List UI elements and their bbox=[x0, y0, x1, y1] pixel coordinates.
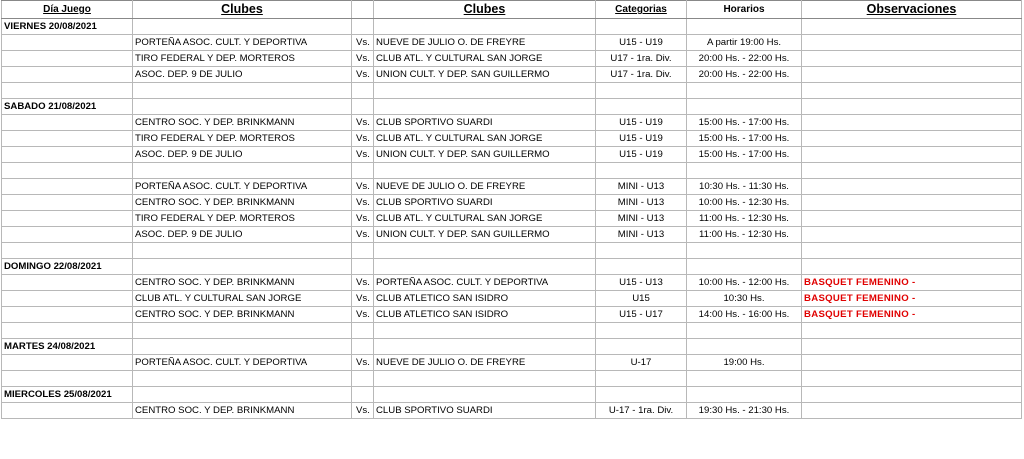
empty-row bbox=[2, 83, 1022, 99]
vs-label: Vs. bbox=[352, 307, 374, 323]
time-slot: 19:30 Hs. - 21:30 Hs. bbox=[687, 403, 802, 419]
observation bbox=[802, 131, 1022, 147]
vs-label: Vs. bbox=[352, 115, 374, 131]
observation bbox=[802, 147, 1022, 163]
home-club: PORTEÑA ASOC. CULT. Y DEPORTIVA bbox=[133, 179, 352, 195]
empty-cell bbox=[133, 19, 352, 35]
vs-label: Vs. bbox=[352, 275, 374, 291]
vs-label: Vs. bbox=[352, 355, 374, 371]
empty-cell bbox=[802, 163, 1022, 179]
empty-cell bbox=[802, 83, 1022, 99]
time-slot: 11:00 Hs. - 12:30 Hs. bbox=[687, 211, 802, 227]
empty-cell bbox=[687, 99, 802, 115]
observation bbox=[802, 115, 1022, 131]
time-slot: 10:30 Hs. - 11:30 Hs. bbox=[687, 179, 802, 195]
category: U15 - U19 bbox=[596, 115, 687, 131]
vs-label: Vs. bbox=[352, 51, 374, 67]
observation bbox=[802, 179, 1022, 195]
empty-cell bbox=[133, 83, 352, 99]
home-club: TIRO FEDERAL Y DEP. MORTEROS bbox=[133, 51, 352, 67]
vs-label: Vs. bbox=[352, 35, 374, 51]
observation bbox=[802, 67, 1022, 83]
empty-cell bbox=[2, 195, 133, 211]
away-club: CLUB ATL. Y CULTURAL SAN JORGE bbox=[374, 51, 596, 67]
empty-cell bbox=[2, 403, 133, 419]
empty-cell bbox=[596, 371, 687, 387]
observation bbox=[802, 227, 1022, 243]
header-vs-spacer bbox=[352, 1, 374, 19]
category: U15 - U19 bbox=[596, 131, 687, 147]
vs-label: Vs. bbox=[352, 67, 374, 83]
vs-label: Vs. bbox=[352, 179, 374, 195]
empty-cell bbox=[352, 371, 374, 387]
observation bbox=[802, 211, 1022, 227]
empty-cell bbox=[133, 387, 352, 403]
home-club: TIRO FEDERAL Y DEP. MORTEROS bbox=[133, 131, 352, 147]
match-row bbox=[2, 227, 1022, 243]
empty-cell bbox=[133, 339, 352, 355]
home-club: CENTRO SOC. Y DEP. BRINKMANN bbox=[133, 275, 352, 291]
day-date: MARTES 24/08/2021 bbox=[2, 339, 133, 355]
empty-cell bbox=[802, 19, 1022, 35]
empty-cell bbox=[802, 243, 1022, 259]
empty-cell bbox=[352, 243, 374, 259]
vs-label: Vs. bbox=[352, 147, 374, 163]
empty-cell bbox=[596, 19, 687, 35]
match-row bbox=[2, 195, 1022, 211]
category: MINI - U13 bbox=[596, 179, 687, 195]
time-slot: 20:00 Hs. - 22:00 Hs. bbox=[687, 51, 802, 67]
home-club: PORTEÑA ASOC. CULT. Y DEPORTIVA bbox=[133, 35, 352, 51]
vs-label: Vs. bbox=[352, 291, 374, 307]
header-dia-juego: Día Juego bbox=[2, 1, 133, 19]
home-club: CENTRO SOC. Y DEP. BRINKMANN bbox=[133, 403, 352, 419]
category: U15 bbox=[596, 291, 687, 307]
time-slot: 10:00 Hs. - 12:00 Hs. bbox=[687, 275, 802, 291]
empty-cell bbox=[374, 323, 596, 339]
empty-cell bbox=[374, 19, 596, 35]
vs-label: Vs. bbox=[352, 403, 374, 419]
category: MINI - U13 bbox=[596, 227, 687, 243]
category: U15 - U19 bbox=[596, 147, 687, 163]
empty-cell bbox=[374, 83, 596, 99]
match-row bbox=[2, 67, 1022, 83]
home-club: PORTEÑA ASOC. CULT. Y DEPORTIVA bbox=[133, 355, 352, 371]
empty-cell bbox=[596, 387, 687, 403]
empty-cell bbox=[687, 19, 802, 35]
category: U17 - 1ra. Div. bbox=[596, 51, 687, 67]
empty-cell bbox=[802, 387, 1022, 403]
match-row bbox=[2, 131, 1022, 147]
empty-row bbox=[2, 243, 1022, 259]
empty-cell bbox=[2, 35, 133, 51]
match-row bbox=[2, 291, 1022, 307]
empty-cell bbox=[133, 99, 352, 115]
empty-cell bbox=[2, 83, 133, 99]
empty-cell bbox=[133, 323, 352, 339]
vs-label: Vs. bbox=[352, 211, 374, 227]
empty-cell bbox=[2, 211, 133, 227]
day-row bbox=[2, 259, 1022, 275]
home-club: ASOC. DEP. 9 DE JULIO bbox=[133, 227, 352, 243]
away-club: CLUB SPORTIVO SUARDI bbox=[374, 195, 596, 211]
empty-cell bbox=[2, 147, 133, 163]
time-slot: A partir 19:00 Hs. bbox=[687, 35, 802, 51]
empty-cell bbox=[802, 371, 1022, 387]
empty-cell bbox=[374, 259, 596, 275]
empty-cell bbox=[687, 243, 802, 259]
empty-cell bbox=[352, 99, 374, 115]
empty-cell bbox=[802, 99, 1022, 115]
empty-cell bbox=[596, 339, 687, 355]
empty-cell bbox=[374, 243, 596, 259]
empty-cell bbox=[596, 243, 687, 259]
empty-cell bbox=[596, 99, 687, 115]
match-row bbox=[2, 147, 1022, 163]
header-clubes-visitante: Clubes bbox=[374, 1, 596, 19]
time-slot: 14:00 Hs. - 16:00 Hs. bbox=[687, 307, 802, 323]
away-club: NUEVE DE JULIO O. DE FREYRE bbox=[374, 179, 596, 195]
empty-cell bbox=[802, 323, 1022, 339]
vs-label: Vs. bbox=[352, 131, 374, 147]
empty-cell bbox=[2, 163, 133, 179]
time-slot: 20:00 Hs. - 22:00 Hs. bbox=[687, 67, 802, 83]
empty-cell bbox=[352, 259, 374, 275]
match-row bbox=[2, 115, 1022, 131]
match-row bbox=[2, 355, 1022, 371]
match-row bbox=[2, 179, 1022, 195]
day-row bbox=[2, 99, 1022, 115]
vs-label: Vs. bbox=[352, 195, 374, 211]
empty-cell bbox=[802, 259, 1022, 275]
empty-cell bbox=[352, 83, 374, 99]
vs-label: Vs. bbox=[352, 227, 374, 243]
match-row bbox=[2, 307, 1022, 323]
day-row bbox=[2, 387, 1022, 403]
home-club: TIRO FEDERAL Y DEP. MORTEROS bbox=[133, 211, 352, 227]
observation: BASQUET FEMENINO - bbox=[802, 291, 1022, 307]
category: U17 - 1ra. Div. bbox=[596, 67, 687, 83]
empty-cell bbox=[2, 371, 133, 387]
empty-cell bbox=[2, 67, 133, 83]
home-club: ASOC. DEP. 9 DE JULIO bbox=[133, 147, 352, 163]
home-club: CENTRO SOC. Y DEP. BRINKMANN bbox=[133, 115, 352, 131]
empty-cell bbox=[687, 163, 802, 179]
header-row bbox=[2, 1, 1022, 19]
empty-cell bbox=[2, 115, 133, 131]
day-row bbox=[2, 19, 1022, 35]
observation bbox=[802, 35, 1022, 51]
observation: BASQUET FEMENINO - bbox=[802, 307, 1022, 323]
empty-cell bbox=[2, 323, 133, 339]
category: U15 - U13 bbox=[596, 275, 687, 291]
empty-cell bbox=[374, 339, 596, 355]
category: U15 - U19 bbox=[596, 35, 687, 51]
time-slot: 10:00 Hs. - 12:30 Hs. bbox=[687, 195, 802, 211]
empty-cell bbox=[2, 291, 133, 307]
empty-cell bbox=[2, 179, 133, 195]
away-club: CLUB SPORTIVO SUARDI bbox=[374, 403, 596, 419]
away-club: CLUB ATLETICO SAN ISIDRO bbox=[374, 291, 596, 307]
empty-cell bbox=[687, 259, 802, 275]
empty-cell bbox=[374, 99, 596, 115]
day-date: SABADO 21/08/2021 bbox=[2, 99, 133, 115]
category: U-17 - 1ra. Div. bbox=[596, 403, 687, 419]
time-slot: 15:00 Hs. - 17:00 Hs. bbox=[687, 147, 802, 163]
empty-cell bbox=[133, 163, 352, 179]
home-club: CENTRO SOC. Y DEP. BRINKMANN bbox=[133, 195, 352, 211]
empty-cell bbox=[2, 307, 133, 323]
match-row bbox=[2, 403, 1022, 419]
empty-cell bbox=[687, 371, 802, 387]
observation bbox=[802, 403, 1022, 419]
header-categorias: Categorias bbox=[596, 1, 687, 19]
empty-cell bbox=[2, 227, 133, 243]
empty-cell bbox=[352, 163, 374, 179]
day-date: MIERCOLES 25/08/2021 bbox=[2, 387, 133, 403]
empty-cell bbox=[133, 371, 352, 387]
match-row bbox=[2, 211, 1022, 227]
empty-cell bbox=[687, 83, 802, 99]
empty-cell bbox=[2, 131, 133, 147]
time-slot: 10:30 Hs. bbox=[687, 291, 802, 307]
away-club: NUEVE DE JULIO O. DE FREYRE bbox=[374, 35, 596, 51]
header-observaciones: Observaciones bbox=[802, 1, 1022, 19]
observation: BASQUET FEMENINO - bbox=[802, 275, 1022, 291]
empty-cell bbox=[2, 243, 133, 259]
header-horarios: Horarios bbox=[687, 1, 802, 19]
empty-row bbox=[2, 163, 1022, 179]
time-slot: 11:00 Hs. - 12:30 Hs. bbox=[687, 227, 802, 243]
empty-cell bbox=[374, 387, 596, 403]
empty-row bbox=[2, 371, 1022, 387]
schedule-table bbox=[1, 0, 1022, 419]
empty-cell bbox=[2, 355, 133, 371]
time-slot: 19:00 Hs. bbox=[687, 355, 802, 371]
match-row bbox=[2, 35, 1022, 51]
empty-cell bbox=[687, 387, 802, 403]
observation bbox=[802, 355, 1022, 371]
empty-cell bbox=[352, 387, 374, 403]
empty-cell bbox=[374, 371, 596, 387]
empty-cell bbox=[596, 163, 687, 179]
empty-cell bbox=[802, 339, 1022, 355]
category: MINI - U13 bbox=[596, 195, 687, 211]
away-club: UNION CULT. Y DEP. SAN GUILLERMO bbox=[374, 227, 596, 243]
time-slot: 15:00 Hs. - 17:00 Hs. bbox=[687, 115, 802, 131]
empty-cell bbox=[596, 83, 687, 99]
away-club: UNION CULT. Y DEP. SAN GUILLERMO bbox=[374, 67, 596, 83]
match-row bbox=[2, 275, 1022, 291]
empty-cell bbox=[687, 339, 802, 355]
away-club: CLUB ATLETICO SAN ISIDRO bbox=[374, 307, 596, 323]
home-club: CLUB ATL. Y CULTURAL SAN JORGE bbox=[133, 291, 352, 307]
empty-cell bbox=[352, 19, 374, 35]
empty-cell bbox=[687, 323, 802, 339]
away-club: UNION CULT. Y DEP. SAN GUILLERMO bbox=[374, 147, 596, 163]
day-date: DOMINGO 22/08/2021 bbox=[2, 259, 133, 275]
empty-cell bbox=[2, 51, 133, 67]
category: U15 - U17 bbox=[596, 307, 687, 323]
away-club: CLUB ATL. Y CULTURAL SAN JORGE bbox=[374, 131, 596, 147]
category: U-17 bbox=[596, 355, 687, 371]
observation bbox=[802, 195, 1022, 211]
header-clubes-local: Clubes bbox=[133, 1, 352, 19]
empty-cell bbox=[133, 243, 352, 259]
day-date: VIERNES 20/08/2021 bbox=[2, 19, 133, 35]
category: MINI - U13 bbox=[596, 211, 687, 227]
empty-row bbox=[2, 323, 1022, 339]
empty-cell bbox=[596, 323, 687, 339]
match-row bbox=[2, 51, 1022, 67]
empty-cell bbox=[133, 259, 352, 275]
away-club: CLUB ATL. Y CULTURAL SAN JORGE bbox=[374, 211, 596, 227]
observation bbox=[802, 51, 1022, 67]
empty-cell bbox=[596, 259, 687, 275]
away-club: PORTEÑA ASOC. CULT. Y DEPORTIVA bbox=[374, 275, 596, 291]
home-club: ASOC. DEP. 9 DE JULIO bbox=[133, 67, 352, 83]
time-slot: 15:00 Hs. - 17:00 Hs. bbox=[687, 131, 802, 147]
day-row bbox=[2, 339, 1022, 355]
empty-cell bbox=[374, 163, 596, 179]
away-club: CLUB SPORTIVO SUARDI bbox=[374, 115, 596, 131]
away-club: NUEVE DE JULIO O. DE FREYRE bbox=[374, 355, 596, 371]
home-club: CENTRO SOC. Y DEP. BRINKMANN bbox=[133, 307, 352, 323]
empty-cell bbox=[352, 323, 374, 339]
empty-cell bbox=[352, 339, 374, 355]
empty-cell bbox=[2, 275, 133, 291]
